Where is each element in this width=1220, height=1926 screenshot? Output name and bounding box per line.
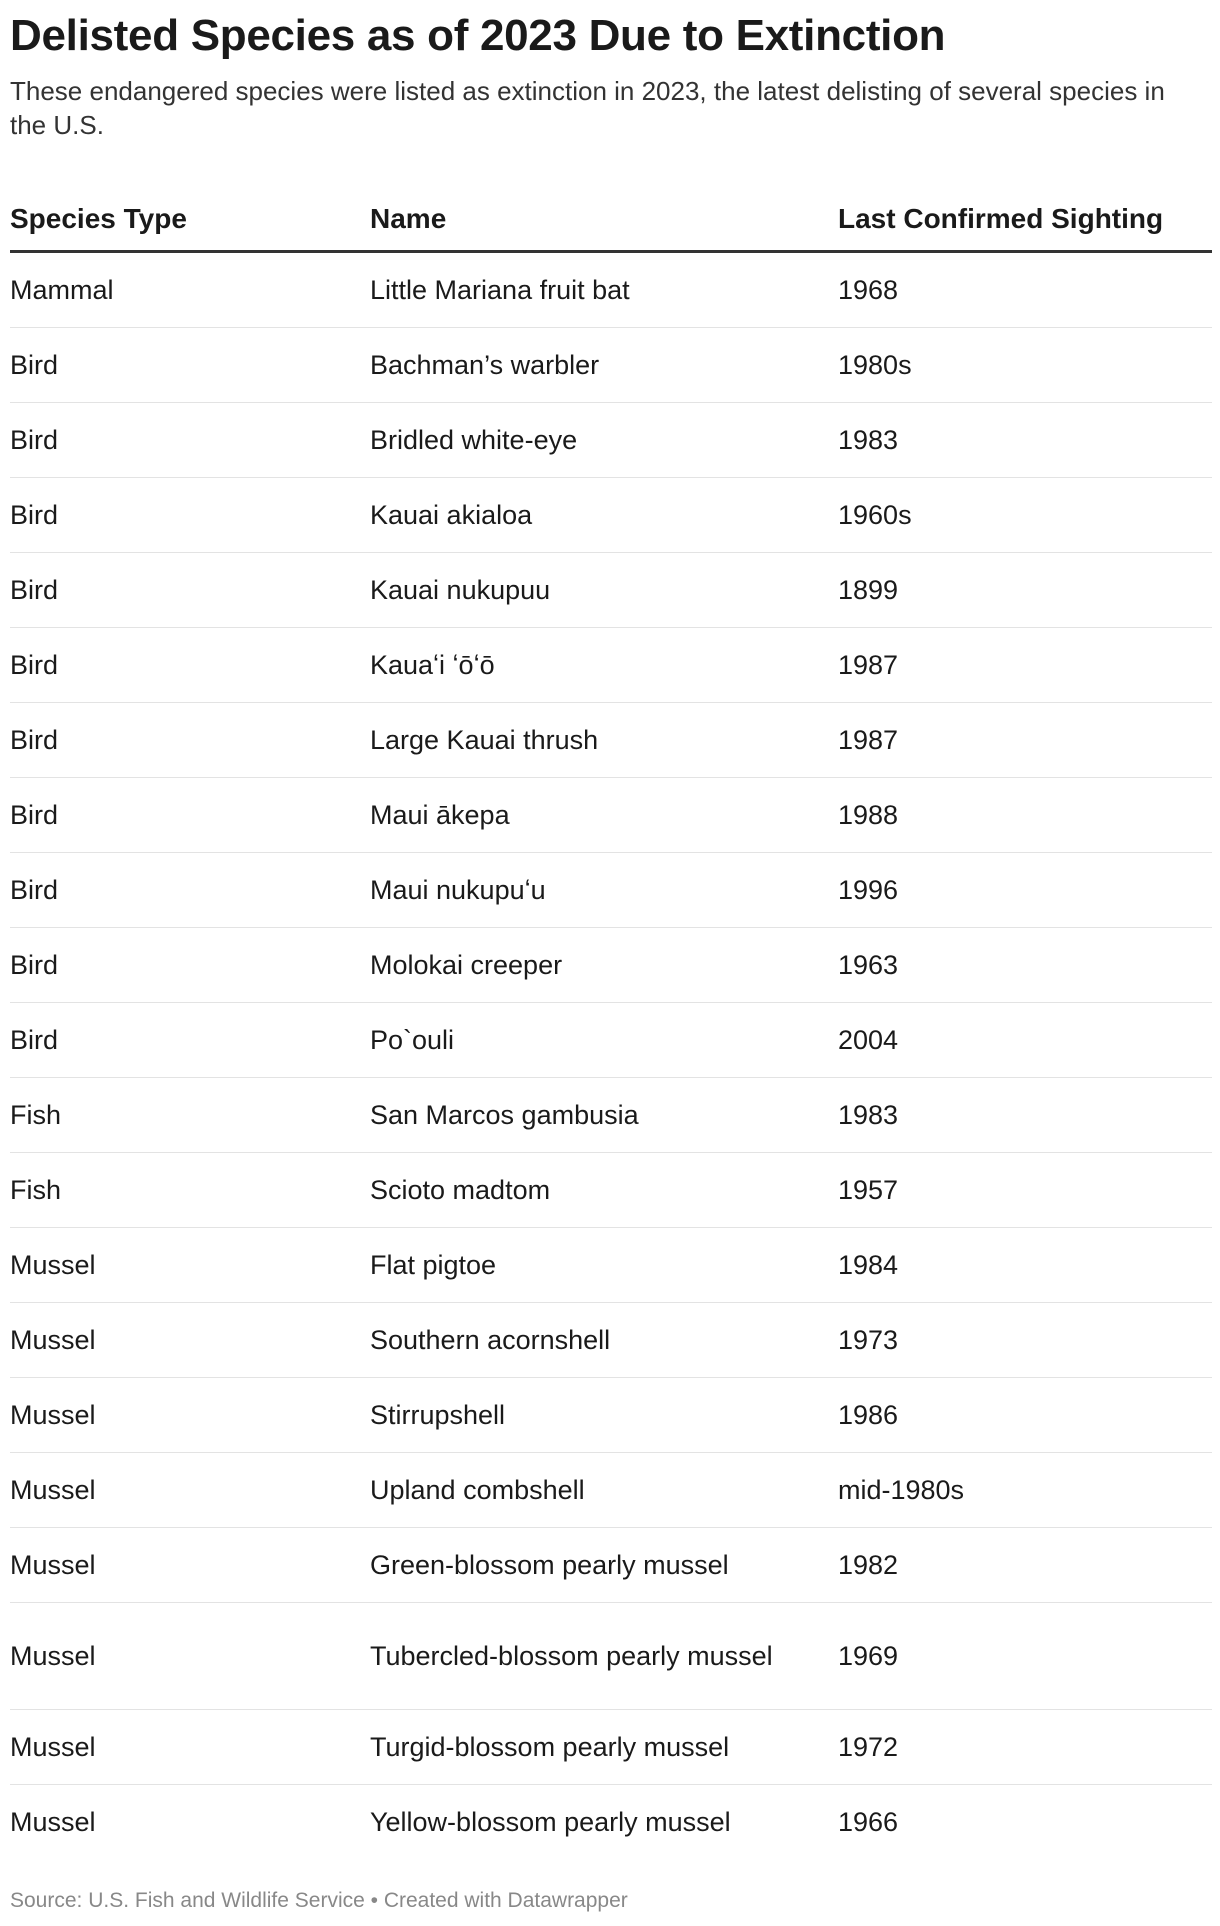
- cell-last-confirmed-sighting: 1969: [838, 1603, 1212, 1710]
- cell-last-confirmed-sighting: 1983: [838, 1078, 1212, 1153]
- cell-last-confirmed-sighting: 1963: [838, 928, 1212, 1003]
- table-row: [10, 1378, 1212, 1453]
- cell-species-type: Fish: [10, 1153, 370, 1228]
- table-row: [10, 1303, 1212, 1378]
- table-header: [10, 188, 1212, 252]
- cell-last-confirmed-sighting: 1980s: [838, 328, 1212, 403]
- page-subtitle: These endangered species were listed as extinction in 2023, the latest delisting of several species in the U.S.: [10, 76, 1165, 140]
- table-row: [10, 328, 1212, 403]
- cell-name: Bachman’s warbler: [370, 328, 838, 403]
- cell-species-type: Bird: [10, 628, 370, 703]
- cell-last-confirmed-sighting: 1899: [838, 553, 1212, 628]
- cell-name: San Marcos gambusia: [370, 1078, 838, 1153]
- table-row: [10, 478, 1212, 553]
- cell-name: Kauai akialoa: [370, 478, 838, 553]
- cell-species-type: Mussel: [10, 1453, 370, 1528]
- table-row: [10, 703, 1212, 778]
- species-table: [10, 188, 1212, 1859]
- cell-species-type: Mussel: [10, 1807, 96, 1837]
- table-row: [10, 928, 1212, 1003]
- cell-name: Tubercled-blossom pearly mussel: [370, 1603, 838, 1710]
- cell-last-confirmed-sighting: 1987: [838, 628, 1212, 703]
- cell-species-type: Mussel: [10, 1228, 370, 1303]
- cell-species-type: Mussel: [10, 1603, 370, 1710]
- header-species-type[interactable]: Species Type: [10, 188, 370, 252]
- cell-species-type: Bird: [10, 853, 370, 928]
- table-row: [10, 1785, 1212, 1860]
- cell-name: Southern acornshell: [370, 1303, 838, 1378]
- table-row: [10, 252, 1212, 328]
- table-row: [10, 553, 1212, 628]
- cell-last-confirmed-sighting: 1968: [838, 252, 1212, 328]
- cell-name: Flat pigtoe: [370, 1228, 838, 1303]
- cell-species-type: Bird: [10, 703, 370, 778]
- table-row: [10, 1228, 1212, 1303]
- cell-name: Stirrupshell: [370, 1378, 838, 1453]
- cell-species-type: Bird: [10, 328, 370, 403]
- table-body: [10, 252, 1212, 1860]
- cell-species-type: Fish: [10, 1078, 370, 1153]
- cell-last-confirmed-sighting: 1960s: [838, 478, 1212, 553]
- cell-last-confirmed-sighting: 1987: [838, 703, 1212, 778]
- header-last-confirmed-sighting[interactable]: Last Confirmed Sighting: [838, 188, 1212, 252]
- cell-species-type: Mussel: [10, 1303, 370, 1378]
- cell-last-confirmed-sighting: 2004: [838, 1003, 1212, 1078]
- cell-name: Po`ouli: [370, 1003, 838, 1078]
- cell-last-confirmed-sighting: 1988: [838, 778, 1212, 853]
- cell-last-confirmed-sighting: mid-1980s: [838, 1453, 1212, 1528]
- cell-name: Large Kauai thrush: [370, 703, 838, 778]
- cell-species-type: Mussel: [10, 1528, 370, 1603]
- cell-species-type: Mussel: [10, 1710, 370, 1785]
- source-note: Source: U.S. Fish and Wildlife Service • Created with Datawrapper: [10, 1889, 628, 1912]
- header-row: [10, 188, 1212, 252]
- cell-species-type: Mammal: [10, 252, 370, 328]
- table-row: [10, 1453, 1212, 1528]
- cell-species-type: Bird: [10, 553, 370, 628]
- cell-name: Upland combshell: [370, 1453, 838, 1528]
- table-row: [10, 1710, 1212, 1785]
- cell-name: Turgid-blossom pearly mussel: [370, 1710, 838, 1785]
- page-title: Delisted Species as of 2023 Due to Extinction: [10, 11, 946, 60]
- table-row: [10, 1003, 1212, 1078]
- cell-last-confirmed-sighting: 1972: [838, 1710, 1212, 1785]
- table-row: [10, 1078, 1212, 1153]
- cell-last-confirmed-sighting: 1973: [838, 1303, 1212, 1378]
- cell-species-type: Bird: [10, 1003, 370, 1078]
- cell-name: Little Mariana fruit bat: [370, 252, 838, 328]
- cell-name: Maui ākepa: [370, 778, 838, 853]
- cell-name: Scioto madtom: [370, 1153, 838, 1228]
- cell-last-confirmed-sighting: 1986: [838, 1378, 1212, 1453]
- cell-last-confirmed-sighting: 1996: [838, 853, 1212, 928]
- table-row: [10, 1528, 1212, 1603]
- cell-name: Green-blossom pearly mussel: [370, 1528, 838, 1603]
- cell-species-type: Bird: [10, 778, 370, 853]
- table-row: [10, 853, 1212, 928]
- cell-name: Maui nukupuʻu: [370, 853, 838, 928]
- header-name[interactable]: Name: [370, 188, 838, 252]
- cell-last-confirmed-sighting: 1984: [838, 1228, 1212, 1303]
- cell-last-confirmed-sighting: 1966: [838, 1807, 899, 1837]
- cell-name: Kauaʻi ʻōʻō: [370, 628, 838, 703]
- cell-species-type: Bird: [10, 478, 370, 553]
- cell-name: Bridled white-eye: [370, 403, 838, 478]
- table-row: [10, 628, 1212, 703]
- cell-last-confirmed-sighting: 1982: [838, 1528, 1212, 1603]
- table-row: [10, 778, 1212, 853]
- cell-last-confirmed-sighting: 1983: [838, 403, 1212, 478]
- cell-name: Yellow-blossom pearly mussel: [370, 1807, 731, 1837]
- table-row: [10, 403, 1212, 478]
- cell-last-confirmed-sighting: 1957: [838, 1153, 1212, 1228]
- cell-species-type: Bird: [10, 403, 370, 478]
- table-row: [10, 1153, 1212, 1228]
- cell-name: Kauai nukupuu: [370, 553, 838, 628]
- cell-species-type: Bird: [10, 928, 370, 1003]
- cell-name: Molokai creeper: [370, 928, 838, 1003]
- cell-species-type: Mussel: [10, 1378, 370, 1453]
- table-row: [10, 1603, 1212, 1710]
